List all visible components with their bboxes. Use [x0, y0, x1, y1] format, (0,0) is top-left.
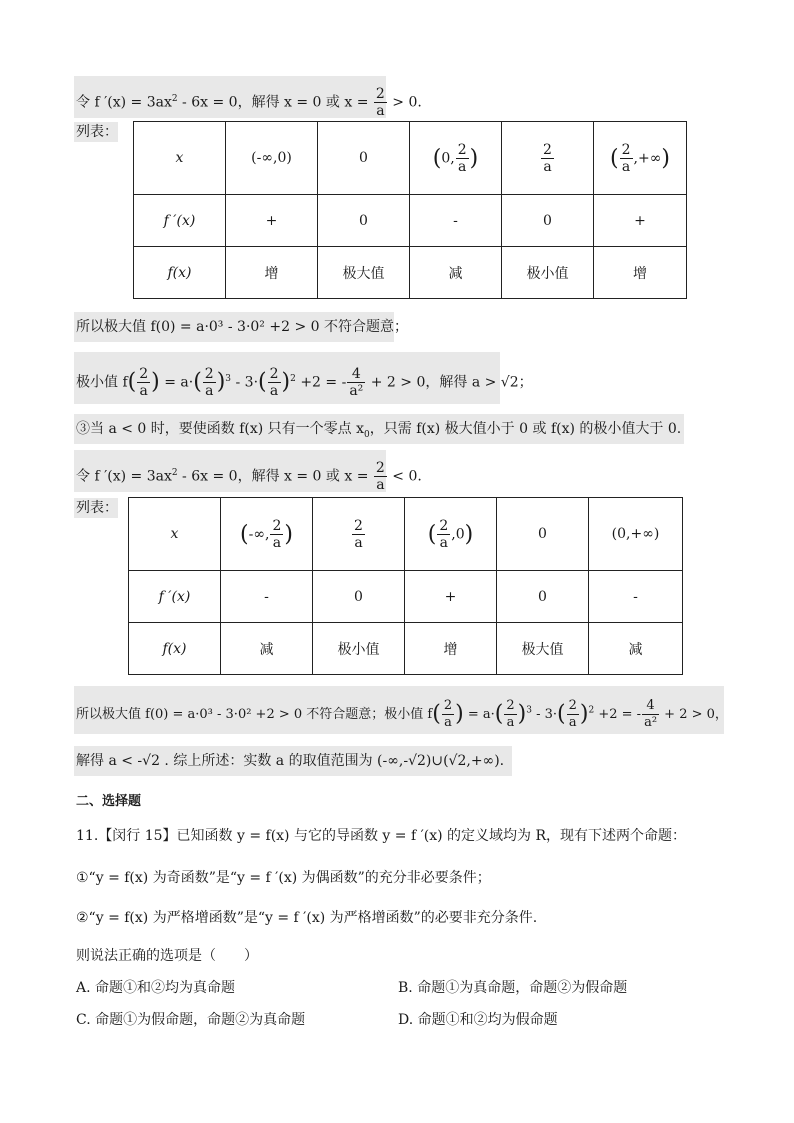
variation-table-1: [133, 121, 687, 299]
cell: -: [221, 571, 313, 623]
option-c[interactable]: C. 命题①为假命题，命题②为真命题: [76, 1012, 306, 1028]
cell: 极大值: [497, 623, 589, 675]
cell-interval-2a-inf: ( $\frac{2}{a}$ ,+∞): [594, 122, 687, 195]
cell: 极小值: [313, 623, 405, 675]
cell: 0: [502, 195, 594, 247]
cell-interval-neg-inf-0: (-∞,0): [226, 122, 318, 195]
cell: +: [594, 195, 687, 247]
cell: 增: [405, 623, 497, 675]
table2-function-row: [129, 623, 683, 675]
cell: 增: [226, 247, 318, 299]
table2-derivative-row: [129, 571, 683, 623]
variation-table-2: [128, 497, 683, 675]
cell: 0: [318, 195, 410, 247]
cell: 0: [497, 571, 589, 623]
cell: 减: [589, 623, 683, 675]
extremes-line-2: 所以极大值 f(0) = a·0³ - 3·0² +2 > 0 不符合题意；极小值 f( $\frac{2}{a}$ ) = a·( $\frac{2}{a}$ )$^3$ - 3·( $\frac{2}{a}$ )$^2$ +2 = - $\frac{4}{\text{a²}}$ + 2 > 0，: [76, 698, 728, 730]
cell-fprime-label: f ′(x): [129, 571, 221, 623]
cell-2a: $\frac{2}{a}$: [313, 498, 405, 571]
cell-interval-0-2a: (0, $\frac{2}{a}$ ): [410, 122, 502, 195]
table2-header-row: [129, 498, 683, 571]
table1-derivative-row: [134, 195, 687, 247]
cell-x: x: [134, 122, 226, 195]
cell-zero: 0: [497, 498, 589, 571]
cell: 减: [221, 623, 313, 675]
cell: +: [405, 571, 497, 623]
question-11-stem: 11.【闵行 15】已知函数 y = f(x) 与它的导函数 y = f ′(x) 的定义域均为 R，现有下述两个命题：: [76, 828, 687, 844]
list-label-1: 列表：: [76, 124, 118, 140]
cell: 极小值: [502, 247, 594, 299]
proposition-1: ①“y = f(x) 为奇函数”是“y = f ′(x) 为偶函数”的充分非必要条件；: [76, 870, 491, 886]
derivative-line-1: 令 f $'(x) = 3ax^2 - 6x = 0$，解得 x = 0 或 x = $\frac{2}{a}$ > 0.: [76, 86, 422, 119]
section-heading: 二、选择题: [76, 794, 142, 809]
cell: 0: [313, 571, 405, 623]
cell-f-label: f(x): [129, 623, 221, 675]
question-prompt: 则说法正确的选项是（ ）: [76, 948, 258, 964]
cell-x: x: [129, 498, 221, 571]
case-three-line: ③当 a < 0 时，要使函数 f(x) 只有一个零点 $x_0$，只需 f(x) 极大值小于 0 或 f(x) 的极小值大于 0.: [76, 421, 682, 440]
derivative-line-2: 令 f $'(x) = 3ax^2 - 6x = 0$，解得 x = 0 或 x = $\frac{2}{a}$ < 0.: [76, 460, 422, 493]
cell-interval-2a-0: ( $\frac{2}{a}$ ,0): [405, 498, 497, 571]
cell: -: [589, 571, 683, 623]
table1-function-row: [134, 247, 687, 299]
cell-f-label: f(x): [134, 247, 226, 299]
cell: -: [410, 195, 502, 247]
cell-interval-neg-inf-2a: (-∞, $\frac{2}{a}$ ): [221, 498, 313, 571]
cell: +: [226, 195, 318, 247]
option-a[interactable]: A. 命题①和②均为真命题: [76, 980, 236, 996]
option-b[interactable]: B. 命题①为真命题，命题②为假命题: [398, 980, 628, 996]
cell-2a: $\frac{2}{a}$: [502, 122, 594, 195]
cell-zero: 0: [318, 122, 410, 195]
cell: 极大值: [318, 247, 410, 299]
max-value-line-1: 所以极大值 f(0) = a·0³ - 3·0² +2 > 0 不符合题意；: [76, 319, 408, 335]
table1-header-row: [134, 122, 687, 195]
option-d[interactable]: D. 命题①和②均为假命题: [398, 1012, 558, 1028]
conclusion-line: 解得 a < -√2 . 综上所述：实数 a 的取值范围为 (-∞,-√2)∪(√2,+∞).: [76, 753, 505, 769]
cell: 减: [410, 247, 502, 299]
proposition-2: ②“y = f(x) 为严格增函数”是“y = f ′(x) 为严格增函数”的必要非充分条件.: [76, 910, 538, 926]
cell-fprime-label: f ′(x): [134, 195, 226, 247]
min-value-line-1: 极小值 f( $\frac{2}{a}$ ) = a·( $\frac{2}{a}$ )$^3$ - 3·( $\frac{2}{a}$ )$^2$ +2 = - $\frac{4}{\text{a²}}$ + 2 > 0，解得 a > √2；: [76, 366, 533, 399]
cell: 增: [594, 247, 687, 299]
list-label-2: 列表：: [76, 500, 118, 516]
cell-interval-0-inf: (0,+∞): [589, 498, 683, 571]
